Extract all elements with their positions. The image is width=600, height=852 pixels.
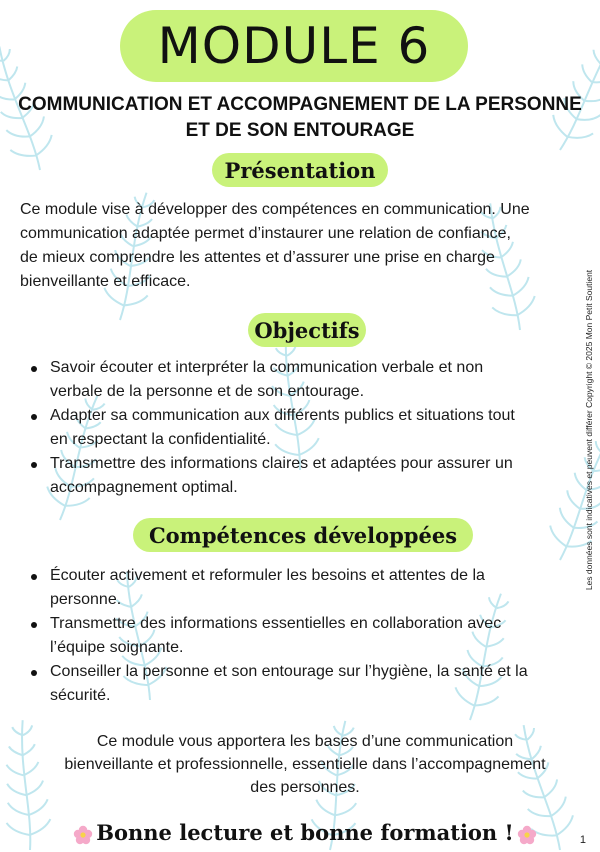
list-item-line: Conseiller la personne et son entourage sur l’hygiène, la santé et la [50,663,528,680]
list-item [28,612,588,660]
page-number: 1 [579,834,586,846]
module-subtitle [0,92,600,144]
subtitle-line: ET DE SON ENTOURAGE [185,120,415,141]
paragraph-line: communication adaptée permet d’instaurer une relation de confiance, [20,225,511,242]
flower-icon [517,825,537,845]
paragraph-line: bienveillante et professionnelle, essentielle dans l’accompagnement [64,756,546,773]
competences-list [28,564,588,708]
footer-message [0,820,600,845]
list-item-line: accompagnement optimal. [50,479,238,496]
list-item [28,660,588,708]
list-item-line: Transmettre des informations essentielles en collaboration avec [50,615,502,632]
footer-text: Bonne lecture et bonne formation ! [96,820,514,845]
module-title-banner [120,10,468,82]
list-item-line: Transmettre des informations claires et adaptées pour assurer un [50,455,513,472]
list-item-line: Adapter sa communication aux différents publics et situations tout [50,407,515,424]
paragraph-line: Ce module vise à développer des compétences en communication. Une [20,201,530,218]
paragraph-line: bienveillante et efficace. [20,273,191,290]
objectifs-list [28,356,588,500]
subtitle-line: COMMUNICATION ET ACCOMPAGNEMENT DE LA PERSONNE [18,94,582,115]
section-heading-competences: Compétences développées [133,518,473,552]
list-item [28,452,588,500]
list-item-line: Savoir écouter et interpréter la communication verbale et non [50,359,484,376]
paragraph-line: de mieux comprendre les attentes et d’assurer une prise en charge [20,249,495,266]
paragraph-line: Ce module vous apportera les bases d’une communication [96,733,514,750]
section-heading-presentation: Présentation [212,153,388,187]
list-item-line: Écouter activement et reformuler les besoins et attentes de la [50,567,485,584]
list-item-line: verbale de la personne et de son entourage. [50,383,365,400]
list-item-line: l’équipe soignante. [50,639,184,656]
list-item [28,404,588,452]
list-item-line: en respectant la confidentialité. [50,431,271,448]
paragraph-line: des personnes. [250,779,360,796]
section-heading-objectifs: Objectifs [248,313,366,347]
conclusion-paragraph [0,730,600,799]
presentation-paragraph [20,198,588,294]
module-title: MODULE 6 [157,17,431,75]
list-item [28,356,588,404]
copyright-notice: Les données sont indicatives et peuvent différer Copyright © 2025 Mon Petit Soutient [584,269,594,591]
flower-icon [73,825,93,845]
list-item-line: personne. [50,591,122,608]
list-item [28,564,588,612]
list-item-line: sécurité. [50,687,111,704]
